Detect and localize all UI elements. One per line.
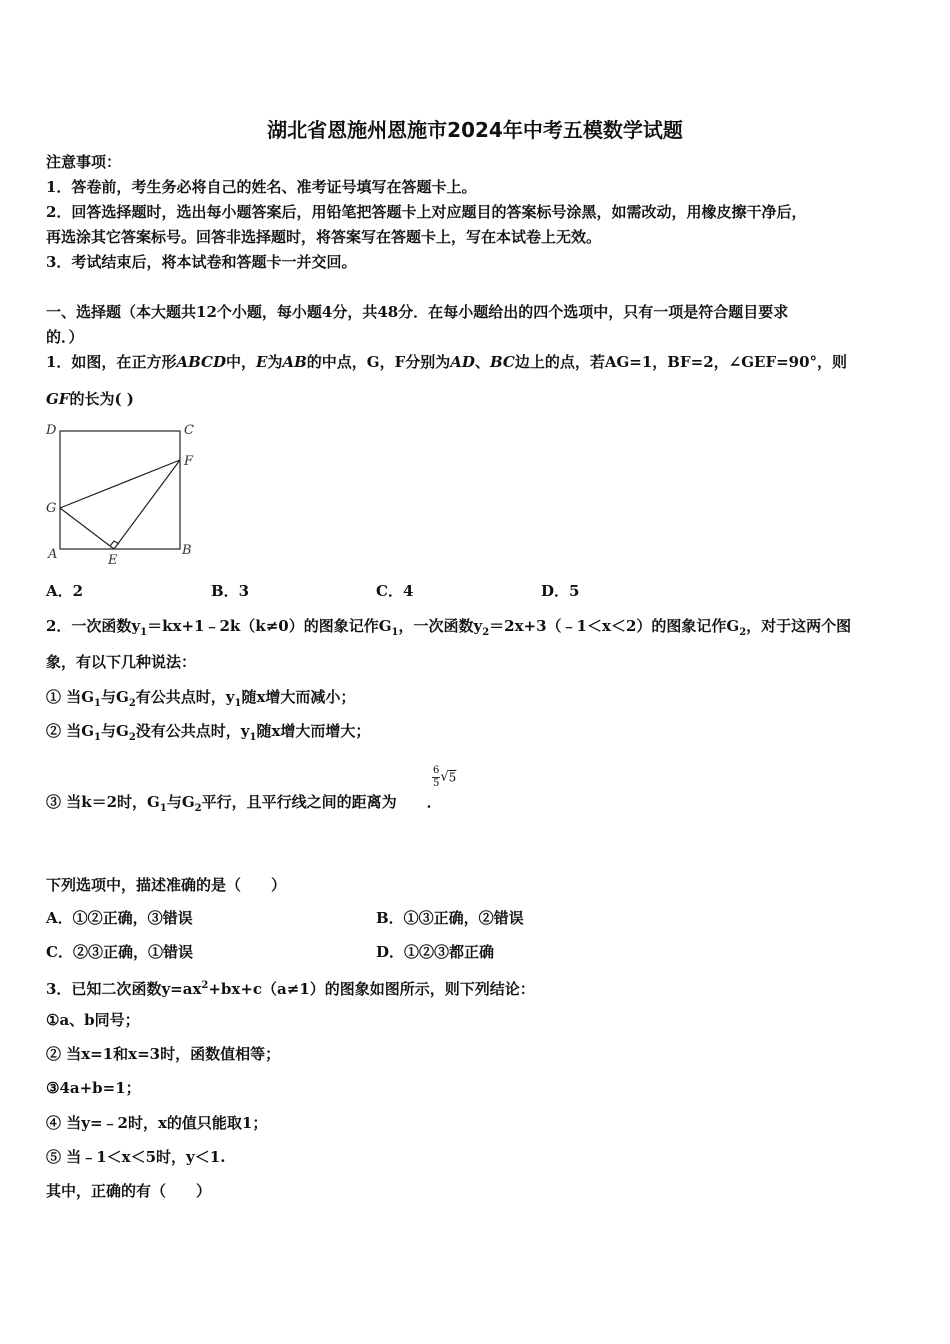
right-angle-mark [110, 541, 119, 546]
sqrt-sign: √ [440, 769, 449, 785]
q1-option-c: C．4 [376, 582, 414, 600]
notice-heading: 注意事项： [46, 153, 122, 171]
q2-stem-cont: 象，有以下几种说法： [46, 653, 197, 671]
q3-item-5: ⑤ 当﹣1＜x＜5时，y＜1. [46, 1148, 226, 1166]
label-c: C [184, 423, 194, 438]
q1-stem: 1．如图，在正方形ABCD中，E为AB的中点，G，F分别为AD、BC边上的点，若AG=1，BF=2，∠GEF=90°，则 [46, 353, 848, 371]
q2-option-b: B．①③正确，②错误 [376, 909, 524, 927]
q1-option-b: B．3 [211, 582, 250, 600]
q2-option-a: A．①②正确，③错误 [46, 909, 193, 927]
label-b: B [182, 543, 192, 558]
q3-prompt: 其中，正确的有（ ） [46, 1182, 212, 1200]
notice-item-1: 1．答卷前，考生务必将自己的姓名、准考证号填写在答题卡上。 [46, 178, 477, 196]
q2-prompt: 下列选项中，描述准确的是（ ） [46, 876, 287, 894]
label-f: F [184, 454, 194, 469]
notice-item-2: 2．回答选择题时，选出每小题答案后，用铅笔把答题卡上对应题目的答案标号涂黑，如需改动，用橡皮擦干净后， [46, 203, 807, 221]
notice-item-2-cont: 再选涂其它答案标号。回答非选择题时，将答案写在答题卡上，写在本试卷上无效。 [46, 228, 602, 246]
q2-statement-1: ① 当$G_1$与$G_2$有公共点时，$y_1$随x增大而减小； [46, 688, 356, 709]
q2-option-c: C．②③正确，①错误 [46, 943, 193, 961]
q2-option-d: D．①②③都正确 [376, 943, 495, 961]
label-e: E [108, 553, 118, 568]
q2-stem: 2．一次函数$y_1=kx+1﹣2k(k\ne 0)$的图象记作$G_1$，一次函数$y_2=2x+3(﹣1<x<2)$的图象记作$G_2$，对于这两个图 [46, 617, 852, 638]
q1-option-d: D．5 [541, 582, 580, 600]
q1-option-a: A．2 [46, 582, 84, 600]
square-abcd [60, 431, 180, 549]
q3-item-2: ② 当x=1和x=3时，函数值相等； [46, 1045, 281, 1063]
q1-square-figure [44, 420, 214, 570]
segment-ge [60, 508, 114, 549]
label-g: G [46, 501, 57, 516]
section-heading: 一、选择题（本大题共12个小题，每小题4分，共48分．在每小题给出的四个选项中，只有一项是符合题目要求 [46, 303, 789, 321]
notice-item-3: 3．考试结束后，将本试卷和答题卡一并交回。 [46, 253, 357, 271]
radicand: 5 [448, 770, 457, 785]
q2-statement-2: ② 当$G_1$与$G_2$没有公共点时，$y_1$随x增大而增大； [46, 722, 371, 743]
label-a: A [48, 547, 58, 562]
frac-numerator: 6 [433, 765, 440, 776]
label-d: D [46, 423, 57, 438]
frac-denominator: 5 [433, 778, 440, 789]
q3-item-3: ③4a+b=1； [46, 1079, 141, 1097]
q1-stem-cont: GF的长为( ) [46, 390, 134, 408]
q2-statement-3: ③ 当k＝2时，$G_1$与$G_2$平行，且平行线之间的距离为 ． [46, 793, 442, 814]
q3-item-4: ④ 当y=﹣2时，x的值只能取1； [46, 1114, 268, 1132]
q3-item-1: ①a、b同号； [46, 1011, 140, 1029]
page-title: 湖北省恩施州恩施市2024年中考五模数学试题 [267, 118, 683, 142]
q3-stem: 3．已知二次函数$y=ax^2+bx+c(a\ne 1)$的图象如图所示，则下列结论： [46, 980, 535, 998]
section-heading-cont: 的．） [46, 328, 84, 346]
fraction-image [432, 765, 456, 790]
